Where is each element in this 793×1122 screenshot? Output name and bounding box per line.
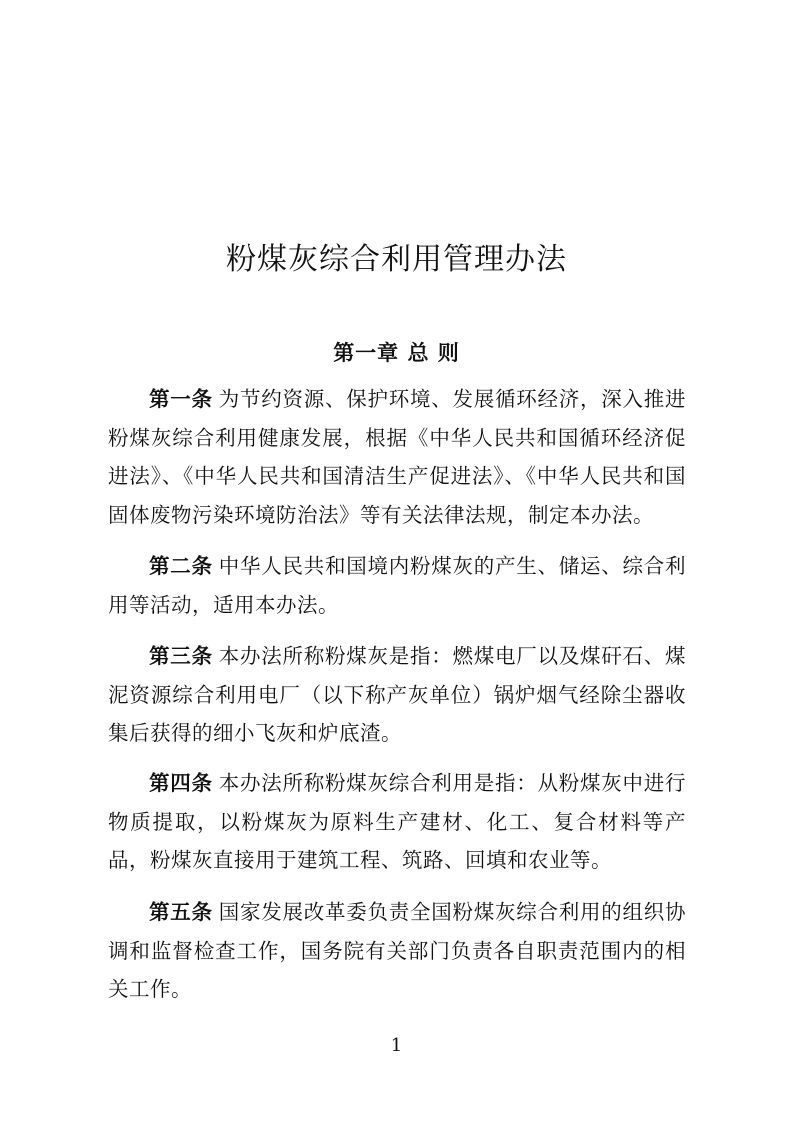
article-2-text: 中华人民共和国境内粉煤灰的产生、储运、综合利用等活动，适用本办法。 [108,554,686,617]
article-2-label: 第二条 [149,554,213,578]
article-2 [108,547,686,624]
article-5-text: 国家发展改革委负责全国粉煤灰综合利用的组织协调和监督检查工作，国务院有关部门负责各自职责范围内的相关工作。 [108,900,686,1001]
article-5 [108,893,686,1009]
article-1-label: 第一条 [149,387,213,411]
document-title: 粉煤灰综合利用管理办法 [226,242,567,277]
page-number: 1 [390,1035,403,1056]
article-3 [108,637,686,753]
article-1 [108,380,686,534]
article-1-text: 为节约资源、保护环境、发展循环经济，深入推进粉煤灰综合利用健康发展，根据《中华人民共和国循环经济促进法》、《中华人民共和国清洁生产促进法》、《中华人民共和国固体废物污染环境防治法》等有关法律法规，制定本办法。 [108,387,686,527]
article-4 [108,764,686,880]
article-4-text: 本办法所称粉煤灰综合利用是指：从粉煤灰中进行物质提取，以粉煤灰为原料生产建材、化工、复合材料等产品，粉煤灰直接用于建筑工程、筑路、回填和农业等。 [108,771,686,872]
article-4-label: 第四条 [149,771,213,795]
article-5-label: 第五条 [149,900,213,924]
chapter-title: 第一章 总 则 [333,341,460,365]
article-3-label: 第三条 [149,644,213,668]
article-3-text: 本办法所称粉煤灰是指：燃煤电厂以及煤矸石、煤泥资源综合利用电厂（以下称产灰单位）锅炉烟气经除尘器收集后获得的细小飞灰和炉底渣。 [108,644,686,745]
